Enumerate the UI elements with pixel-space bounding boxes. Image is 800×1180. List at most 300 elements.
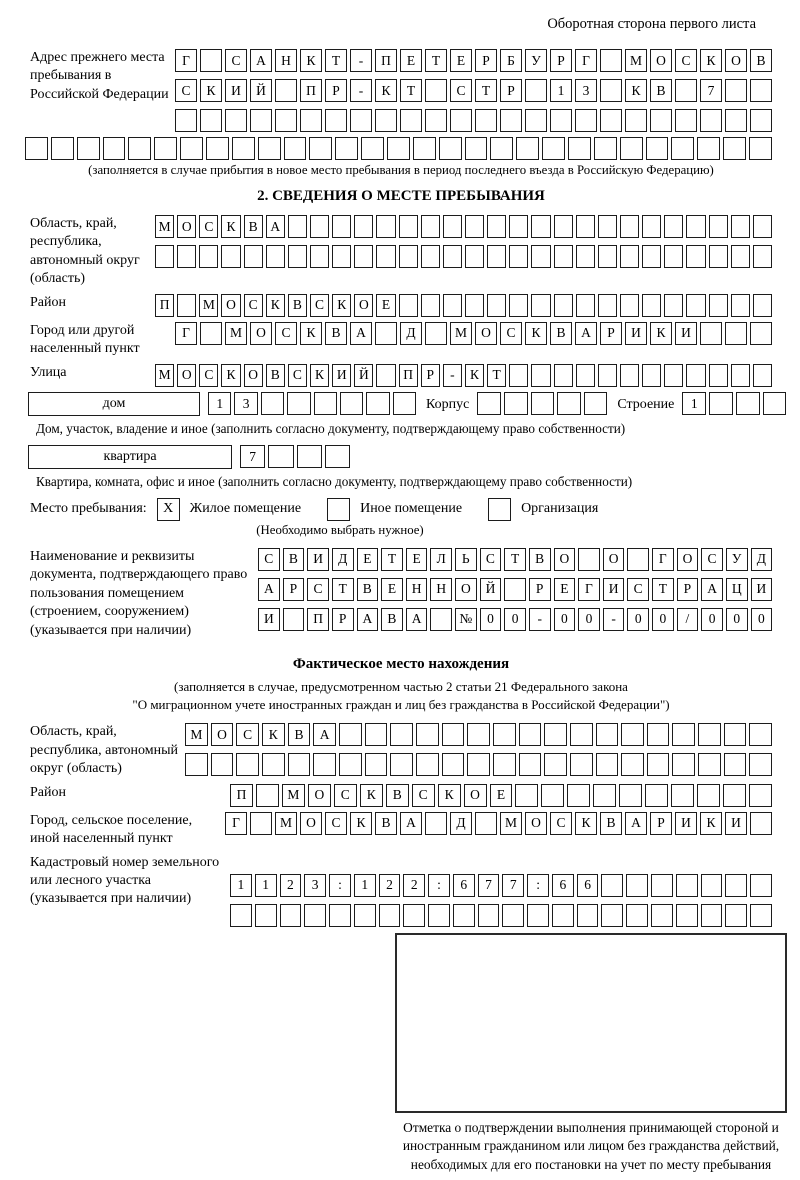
char-box[interactable]: К (625, 79, 647, 102)
char-box[interactable] (77, 137, 100, 160)
char-box[interactable] (399, 294, 418, 317)
char-box[interactable]: В (325, 322, 347, 345)
char-box[interactable]: М (155, 215, 174, 238)
char-box[interactable] (502, 904, 524, 927)
char-box[interactable]: : (428, 874, 450, 897)
char-box[interactable]: - (350, 49, 372, 72)
char-box[interactable]: П (155, 294, 174, 317)
char-box[interactable]: Р (421, 364, 440, 387)
char-box[interactable] (724, 753, 747, 776)
char-box[interactable] (598, 294, 617, 317)
char-box[interactable]: Ц (726, 578, 748, 601)
char-box[interactable]: М (450, 322, 472, 345)
char-box[interactable] (390, 753, 413, 776)
char-box[interactable]: К (200, 79, 222, 102)
char-box[interactable] (421, 294, 440, 317)
char-box[interactable] (753, 294, 772, 317)
char-box[interactable] (221, 245, 240, 268)
char-box[interactable]: А (406, 608, 428, 631)
char-box[interactable]: С (550, 812, 572, 835)
char-box[interactable] (421, 215, 440, 238)
char-box[interactable] (750, 109, 772, 132)
char-box[interactable] (731, 245, 750, 268)
char-box[interactable] (753, 364, 772, 387)
char-box[interactable]: Т (325, 49, 347, 72)
char-box[interactable] (671, 137, 694, 160)
char-box[interactable]: 0 (751, 608, 773, 631)
char-box[interactable]: С (244, 294, 263, 317)
char-box[interactable]: К (525, 322, 547, 345)
char-box[interactable] (725, 322, 747, 345)
char-box[interactable] (304, 904, 326, 927)
char-box[interactable] (25, 137, 48, 160)
char-box[interactable] (465, 245, 484, 268)
char-box[interactable] (570, 753, 593, 776)
char-box[interactable] (598, 215, 617, 238)
char-box[interactable] (698, 753, 721, 776)
char-box[interactable] (601, 874, 623, 897)
char-box[interactable]: Р (325, 79, 347, 102)
char-box[interactable] (504, 392, 528, 415)
char-box[interactable]: : (527, 874, 549, 897)
char-box[interactable] (266, 245, 285, 268)
char-box[interactable]: 3 (234, 392, 257, 415)
char-box[interactable]: К (438, 784, 461, 807)
char-box[interactable] (390, 723, 413, 746)
char-box[interactable] (645, 784, 668, 807)
char-box[interactable]: И (751, 578, 773, 601)
char-box[interactable]: Д (450, 812, 472, 835)
char-box[interactable] (487, 215, 506, 238)
char-box[interactable] (620, 137, 643, 160)
char-box[interactable] (650, 109, 672, 132)
char-box[interactable]: К (332, 294, 351, 317)
char-box[interactable] (310, 245, 329, 268)
char-box[interactable]: К (266, 294, 285, 317)
char-box[interactable]: М (282, 784, 305, 807)
char-box[interactable] (314, 392, 337, 415)
char-box[interactable] (525, 79, 547, 102)
char-box[interactable] (180, 137, 203, 160)
char-box[interactable] (366, 392, 389, 415)
char-box[interactable] (700, 109, 722, 132)
char-box[interactable] (750, 812, 772, 835)
char-box[interactable]: О (354, 294, 373, 317)
char-box[interactable]: Д (751, 548, 773, 571)
char-box[interactable] (736, 392, 760, 415)
char-box[interactable] (697, 784, 720, 807)
char-box[interactable]: Е (406, 548, 428, 571)
char-box[interactable]: 1 (354, 874, 376, 897)
char-box[interactable] (646, 137, 669, 160)
char-box[interactable] (236, 753, 259, 776)
char-box[interactable] (626, 874, 648, 897)
char-box[interactable]: 0 (652, 608, 674, 631)
char-box[interactable]: И (603, 578, 625, 601)
char-box[interactable] (155, 245, 174, 268)
char-box[interactable] (709, 364, 728, 387)
char-box[interactable] (750, 79, 772, 102)
char-box[interactable] (284, 137, 307, 160)
char-box[interactable] (354, 904, 376, 927)
char-box[interactable] (598, 245, 617, 268)
char-box[interactable] (516, 137, 539, 160)
char-box[interactable]: С (225, 49, 247, 72)
char-box[interactable] (575, 109, 597, 132)
char-box[interactable]: М (275, 812, 297, 835)
char-box[interactable] (567, 784, 590, 807)
char-box[interactable] (554, 245, 573, 268)
char-box[interactable]: О (244, 364, 263, 387)
char-box[interactable] (425, 79, 447, 102)
char-box[interactable] (504, 578, 526, 601)
char-box[interactable]: К (360, 784, 383, 807)
char-box[interactable]: В (288, 294, 307, 317)
char-box[interactable] (753, 215, 772, 238)
char-box[interactable] (647, 753, 670, 776)
char-box[interactable] (531, 245, 550, 268)
char-box[interactable] (731, 364, 750, 387)
char-box[interactable] (478, 904, 500, 927)
char-box[interactable] (493, 723, 516, 746)
char-box[interactable]: В (266, 364, 285, 387)
char-box[interactable] (642, 364, 661, 387)
char-box[interactable]: 0 (627, 608, 649, 631)
char-box[interactable] (700, 322, 722, 345)
char-box[interactable] (465, 137, 488, 160)
char-box[interactable]: 0 (504, 608, 526, 631)
char-box[interactable]: О (464, 784, 487, 807)
char-box[interactable]: П (300, 79, 322, 102)
char-box[interactable]: - (529, 608, 551, 631)
char-box[interactable] (467, 753, 490, 776)
char-box[interactable]: С (480, 548, 502, 571)
char-box[interactable]: А (575, 322, 597, 345)
char-box[interactable]: Е (381, 578, 403, 601)
char-box[interactable] (554, 294, 573, 317)
char-box[interactable] (443, 245, 462, 268)
char-box[interactable]: О (211, 723, 234, 746)
char-box[interactable] (647, 723, 670, 746)
char-box[interactable] (250, 109, 272, 132)
char-box[interactable] (749, 784, 772, 807)
char-box[interactable]: В (386, 784, 409, 807)
char-box[interactable]: К (262, 723, 285, 746)
char-box[interactable] (672, 753, 695, 776)
char-box[interactable] (439, 137, 462, 160)
char-box[interactable]: С (236, 723, 259, 746)
char-box[interactable]: О (554, 548, 576, 571)
char-box[interactable] (244, 245, 263, 268)
char-box[interactable] (199, 245, 218, 268)
char-box[interactable] (676, 904, 698, 927)
char-box[interactable] (255, 904, 277, 927)
char-box[interactable] (250, 812, 272, 835)
char-box[interactable] (375, 322, 397, 345)
char-box[interactable] (421, 245, 440, 268)
char-box[interactable]: О (603, 548, 625, 571)
char-box[interactable]: К (221, 364, 240, 387)
char-box[interactable] (576, 245, 595, 268)
char-box[interactable] (594, 137, 617, 160)
char-box[interactable] (51, 137, 74, 160)
char-box[interactable] (258, 137, 281, 160)
char-box[interactable]: № (455, 608, 477, 631)
char-box[interactable]: Г (578, 578, 600, 601)
char-box[interactable]: П (375, 49, 397, 72)
char-box[interactable]: И (725, 812, 747, 835)
char-box[interactable]: Р (283, 578, 305, 601)
char-box[interactable]: Н (430, 578, 452, 601)
char-box[interactable] (310, 215, 329, 238)
char-box[interactable]: 3 (304, 874, 326, 897)
char-box[interactable]: Й (480, 578, 502, 601)
char-box[interactable] (230, 904, 252, 927)
checkbox-other-premises[interactable] (327, 498, 350, 521)
char-box[interactable]: С (199, 364, 218, 387)
char-box[interactable] (428, 904, 450, 927)
char-box[interactable]: С (412, 784, 435, 807)
char-box[interactable]: И (258, 608, 280, 631)
char-box[interactable]: Р (332, 608, 354, 631)
char-box[interactable]: И (332, 364, 351, 387)
char-box[interactable] (686, 215, 705, 238)
char-box[interactable] (309, 137, 332, 160)
char-box[interactable] (399, 245, 418, 268)
char-box[interactable]: 0 (578, 608, 600, 631)
char-box[interactable] (376, 245, 395, 268)
char-box[interactable]: М (625, 49, 647, 72)
char-box[interactable] (430, 608, 452, 631)
char-box[interactable] (600, 79, 622, 102)
char-box[interactable] (475, 812, 497, 835)
char-box[interactable] (724, 723, 747, 746)
char-box[interactable] (570, 723, 593, 746)
char-box[interactable] (576, 364, 595, 387)
char-box[interactable]: П (399, 364, 418, 387)
char-box[interactable]: Е (490, 784, 513, 807)
char-box[interactable] (676, 874, 698, 897)
char-box[interactable] (596, 723, 619, 746)
char-box[interactable] (620, 294, 639, 317)
char-box[interactable] (200, 49, 222, 72)
char-box[interactable] (731, 294, 750, 317)
char-box[interactable]: М (185, 723, 208, 746)
char-box[interactable] (200, 109, 222, 132)
char-box[interactable] (335, 137, 358, 160)
char-box[interactable] (531, 215, 550, 238)
char-box[interactable]: Т (487, 364, 506, 387)
char-box[interactable] (262, 753, 285, 776)
char-box[interactable]: Г (175, 49, 197, 72)
char-box[interactable]: Т (425, 49, 447, 72)
char-box[interactable] (750, 322, 772, 345)
char-box[interactable]: В (650, 79, 672, 102)
char-box[interactable] (725, 874, 747, 897)
char-box[interactable]: К (300, 49, 322, 72)
char-box[interactable]: О (650, 49, 672, 72)
char-box[interactable]: С (500, 322, 522, 345)
char-box[interactable] (750, 904, 772, 927)
char-box[interactable] (493, 753, 516, 776)
char-box[interactable] (332, 245, 351, 268)
char-box[interactable] (365, 753, 388, 776)
char-box[interactable]: У (726, 548, 748, 571)
char-box[interactable]: В (600, 812, 622, 835)
char-box[interactable]: 6 (453, 874, 475, 897)
char-box[interactable] (443, 294, 462, 317)
char-box[interactable] (620, 215, 639, 238)
char-box[interactable]: О (177, 364, 196, 387)
char-box[interactable]: Р (677, 578, 699, 601)
char-box[interactable] (477, 392, 501, 415)
char-box[interactable]: Д (332, 548, 354, 571)
char-box[interactable]: Г (652, 548, 674, 571)
char-box[interactable] (354, 245, 373, 268)
char-box[interactable] (723, 784, 746, 807)
char-box[interactable]: О (725, 49, 747, 72)
char-box[interactable]: 6 (577, 874, 599, 897)
char-box[interactable] (442, 723, 465, 746)
char-box[interactable] (500, 109, 522, 132)
char-box[interactable] (621, 753, 644, 776)
char-box[interactable]: А (625, 812, 647, 835)
char-box[interactable] (487, 245, 506, 268)
char-box[interactable] (544, 723, 567, 746)
char-box[interactable] (725, 79, 747, 102)
char-box[interactable] (403, 904, 425, 927)
char-box[interactable] (531, 364, 550, 387)
char-box[interactable]: О (250, 322, 272, 345)
char-box[interactable] (709, 215, 728, 238)
char-box[interactable] (450, 109, 472, 132)
char-box[interactable] (350, 109, 372, 132)
char-box[interactable]: Ь (455, 548, 477, 571)
char-box[interactable] (709, 294, 728, 317)
apartment-type-box[interactable]: квартира (28, 445, 232, 469)
char-box[interactable]: : (329, 874, 351, 897)
house-type-box[interactable]: дом (28, 392, 200, 416)
char-box[interactable]: 3 (575, 79, 597, 102)
char-box[interactable] (490, 137, 513, 160)
char-box[interactable] (731, 215, 750, 238)
char-box[interactable]: С (307, 578, 329, 601)
char-box[interactable] (651, 904, 673, 927)
char-box[interactable]: В (375, 812, 397, 835)
char-box[interactable]: В (283, 548, 305, 571)
char-box[interactable]: Т (332, 578, 354, 601)
char-box[interactable] (753, 245, 772, 268)
char-box[interactable] (175, 109, 197, 132)
char-box[interactable]: У (525, 49, 547, 72)
char-box[interactable] (620, 245, 639, 268)
char-box[interactable] (577, 904, 599, 927)
char-box[interactable] (515, 784, 538, 807)
char-box[interactable] (596, 753, 619, 776)
char-box[interactable] (313, 753, 336, 776)
char-box[interactable] (686, 294, 705, 317)
char-box[interactable]: Й (250, 79, 272, 102)
char-box[interactable]: А (258, 578, 280, 601)
char-box[interactable]: И (675, 812, 697, 835)
char-box[interactable]: К (700, 812, 722, 835)
char-box[interactable] (300, 109, 322, 132)
char-box[interactable] (376, 215, 395, 238)
char-box[interactable]: О (525, 812, 547, 835)
checkbox-organization[interactable] (488, 498, 511, 521)
char-box[interactable]: Е (450, 49, 472, 72)
char-box[interactable]: Р (529, 578, 551, 601)
char-box[interactable]: К (375, 79, 397, 102)
char-box[interactable]: С (310, 294, 329, 317)
char-box[interactable] (651, 874, 673, 897)
char-box[interactable] (154, 137, 177, 160)
char-box[interactable] (416, 753, 439, 776)
char-box[interactable] (725, 904, 747, 927)
char-box[interactable] (709, 392, 733, 415)
char-box[interactable]: О (221, 294, 240, 317)
char-box[interactable]: Т (652, 578, 674, 601)
char-box[interactable] (379, 904, 401, 927)
char-box[interactable]: С (199, 215, 218, 238)
char-box[interactable] (509, 245, 528, 268)
char-box[interactable]: В (288, 723, 311, 746)
char-box[interactable] (672, 723, 695, 746)
char-box[interactable]: Е (357, 548, 379, 571)
char-box[interactable]: Е (376, 294, 395, 317)
char-box[interactable] (365, 723, 388, 746)
char-box[interactable] (211, 753, 234, 776)
char-box[interactable] (354, 215, 373, 238)
char-box[interactable] (584, 392, 608, 415)
char-box[interactable] (275, 79, 297, 102)
char-box[interactable] (531, 392, 555, 415)
char-box[interactable] (621, 723, 644, 746)
char-box[interactable] (749, 753, 772, 776)
char-box[interactable]: С (275, 322, 297, 345)
char-box[interactable] (723, 137, 746, 160)
char-box[interactable] (509, 215, 528, 238)
char-box[interactable]: О (308, 784, 331, 807)
char-box[interactable]: 1 (230, 874, 252, 897)
char-box[interactable] (261, 392, 284, 415)
char-box[interactable]: С (675, 49, 697, 72)
char-box[interactable]: Т (381, 548, 403, 571)
char-box[interactable]: В (381, 608, 403, 631)
char-box[interactable] (361, 137, 384, 160)
char-box[interactable] (225, 109, 247, 132)
char-box[interactable]: 7 (240, 445, 265, 468)
char-box[interactable] (288, 245, 307, 268)
char-box[interactable]: М (500, 812, 522, 835)
char-box[interactable] (329, 904, 351, 927)
char-box[interactable]: Н (275, 49, 297, 72)
char-box[interactable] (465, 294, 484, 317)
char-box[interactable]: К (700, 49, 722, 72)
checkbox-residential[interactable]: X (157, 498, 180, 521)
char-box[interactable] (664, 245, 683, 268)
char-box[interactable] (598, 364, 617, 387)
char-box[interactable]: Р (600, 322, 622, 345)
char-box[interactable] (749, 137, 772, 160)
char-box[interactable] (675, 79, 697, 102)
char-box[interactable] (288, 215, 307, 238)
char-box[interactable]: К (221, 215, 240, 238)
char-box[interactable]: 0 (554, 608, 576, 631)
char-box[interactable] (619, 784, 642, 807)
char-box[interactable] (620, 364, 639, 387)
char-box[interactable] (627, 548, 649, 571)
